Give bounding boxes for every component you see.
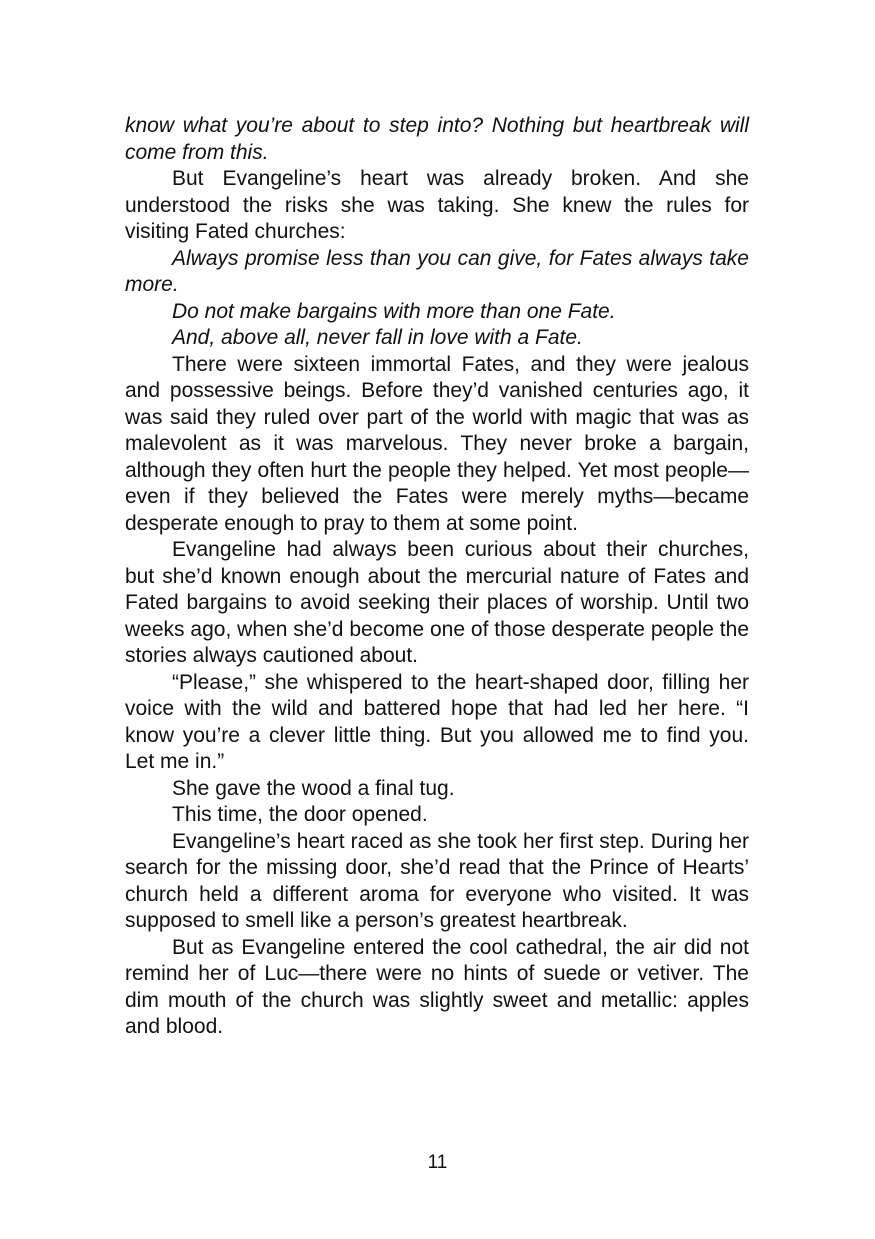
- paragraph: She gave the wood a final tug.: [172, 776, 455, 800]
- rule-paragraph: Do not make bargains with more than one Fate.: [172, 299, 616, 323]
- body-text: [125, 113, 749, 1041]
- paragraph: But Evangeline’s heart was already broken. And she understood the risks she was taking. She knew the rules for visiting Fated churches:: [125, 167, 749, 243]
- paragraph: This time, the door opened.: [172, 803, 428, 826]
- rule-paragraph: Always promise less than you can give, for Fates always take more.: [125, 246, 749, 296]
- paragraph: There were sixteen immortal Fates, and they were jealous and possessive beings. Before they’d vanished centuries ago, it was said they ruled over part of the world with magic that was as malevolent as it was marvelous. They never broke a bargain, although they often hurt the people they helped. Yet most people—even if they believed the Fates were merely myths—became desperate enough to pray to them at some point.: [125, 352, 749, 535]
- paragraph: Evangeline had always been curious about their churches, but she’d known enough about the mercurial nature of Fates and Fated bargains to avoid seeking their places of worship. Until two weeks ago, when she’d become one of those desperate people the stories always cautioned about.: [125, 538, 749, 667]
- rule-paragraph: And, above all, never fall in love with a Fate.: [172, 326, 583, 349]
- paragraph: Evangeline’s heart raced as she took her first step. During her search for the missing door, she’d read that the Prince of Hearts’ church held a different aroma for everyone who visited. It was supposed to smell like a person’s greatest heartbreak.: [125, 829, 749, 932]
- paragraph-continuation: know what you’re about to step into? Nothing but heartbreak will come from this.: [125, 114, 749, 164]
- paragraph: “Please,” she whispered to the heart-shaped door, filling her voice with the wild and battered hope that had led her here. “I know you’re a clever little thing. But you allowed me to find you. Let me in.”: [125, 670, 749, 773]
- page-number: 11: [427, 1152, 448, 1173]
- paragraph: But as Evangeline entered the cool cathedral, the air did not remind her of Luc—there were no hints of suede or vetiver. The dim mouth of the church was slightly sweet and metallic: apples and blood.: [125, 935, 749, 1038]
